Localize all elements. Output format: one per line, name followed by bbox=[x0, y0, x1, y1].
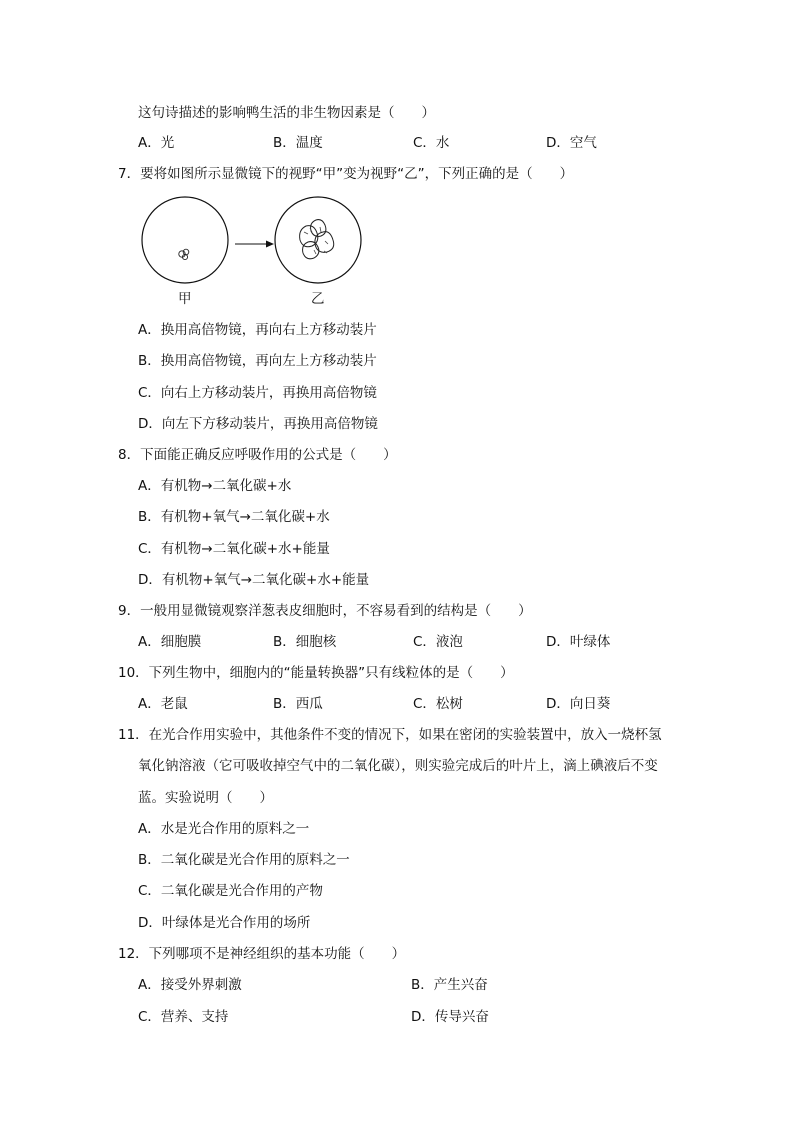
q7-stem: 7．要将如图所示显微镜下的视野“甲”变为视野“乙”，下列正确的是（ ） bbox=[118, 166, 574, 182]
q6-option-d[interactable]: D．空气 bbox=[546, 135, 597, 151]
q9-option-c[interactable]: C．液泡 bbox=[413, 634, 463, 650]
q6-option-a[interactable]: A．光 bbox=[138, 135, 175, 151]
q7-option-d[interactable]: D．向左下方移动装片，再换用高倍物镜 bbox=[138, 416, 378, 432]
field-jia-circle bbox=[142, 197, 228, 283]
q11-option-d[interactable]: D．叶绿体是光合作用的场所 bbox=[138, 915, 311, 931]
q6-stem: 这句诗描述的影响鸭生活的非生物因素是（ ） bbox=[138, 105, 435, 121]
q10-option-a[interactable]: A．老鼠 bbox=[138, 696, 188, 712]
q6-option-b[interactable]: B．温度 bbox=[273, 135, 323, 151]
q8-option-b[interactable]: B．有机物+氧气→二氧化碳+水 bbox=[138, 509, 330, 525]
q10-option-c[interactable]: C．松树 bbox=[413, 696, 463, 712]
q11-stem-line-2: 氧化钠溶液（它可吸收掉空气中的二氧化碳），则实验完成后的叶片上，滴上碘液后不变 bbox=[138, 758, 658, 774]
q10-option-d[interactable]: D．向日葵 bbox=[546, 696, 611, 712]
q11-option-a[interactable]: A．水是光合作用的原料之一 bbox=[138, 821, 310, 837]
q12-option-b[interactable]: B．产生兴奋 bbox=[411, 977, 488, 993]
q8-option-d[interactable]: D．有机物+氧气→二氧化碳+水+能量 bbox=[138, 572, 370, 588]
q12-option-d[interactable]: D．传导兴奋 bbox=[411, 1009, 489, 1025]
q9-option-d[interactable]: D．叶绿体 bbox=[546, 634, 611, 650]
q12-option-a[interactable]: A．接受外界刺激 bbox=[138, 977, 242, 993]
q9-option-b[interactable]: B．细胞核 bbox=[273, 634, 337, 650]
q8-option-c[interactable]: C．有机物→二氧化碳+水+能量 bbox=[138, 541, 330, 557]
small-cell-cluster bbox=[179, 249, 189, 259]
q11-stem-line-1: 11．在光合作用实验中，其他条件不变的情况下，如果在密闭的实验装置中，放入一烧杯氢 bbox=[118, 727, 662, 743]
q11-option-c[interactable]: C．二氧化碳是光合作用的产物 bbox=[138, 883, 323, 899]
q11-option-b[interactable]: B．二氧化碳是光合作用的原料之一 bbox=[138, 852, 350, 868]
q7-option-b[interactable]: B．换用高倍物镜，再向左上方移动装片 bbox=[138, 353, 377, 369]
q10-option-b[interactable]: B．西瓜 bbox=[273, 696, 323, 712]
figure-label-jia: 甲 bbox=[178, 291, 192, 307]
microscope-field-figure bbox=[138, 192, 368, 287]
q6-option-c[interactable]: C．水 bbox=[413, 135, 450, 151]
q7-option-c[interactable]: C．向右上方移动装片，再换用高倍物镜 bbox=[138, 385, 377, 401]
q12-option-c[interactable]: C．营养、支持 bbox=[138, 1009, 229, 1025]
figure-label-yi: 乙 bbox=[311, 291, 325, 307]
arrow-head-icon bbox=[266, 241, 274, 248]
q9-stem: 9．一般用显微镜观察洋葱表皮细胞时，不容易看到的结构是（ ） bbox=[118, 603, 532, 619]
q8-option-a[interactable]: A．有机物→二氧化碳+水 bbox=[138, 478, 292, 494]
q12-stem: 12．下列哪项不是神经组织的基本功能（ ） bbox=[118, 946, 406, 962]
q7-option-a[interactable]: A．换用高倍物镜，再向右上方移动装片 bbox=[138, 322, 377, 338]
q9-option-a[interactable]: A．细胞膜 bbox=[138, 634, 202, 650]
q10-stem: 10．下列生物中，细胞内的“能量转换器”只有线粒体的是（ ） bbox=[118, 665, 514, 681]
q11-stem-line-3: 蓝。实验说明（ ） bbox=[138, 790, 273, 806]
q8-stem: 8．下面能正确反应呼吸作用的公式是（ ） bbox=[118, 447, 397, 463]
large-cell-cluster bbox=[300, 220, 334, 259]
